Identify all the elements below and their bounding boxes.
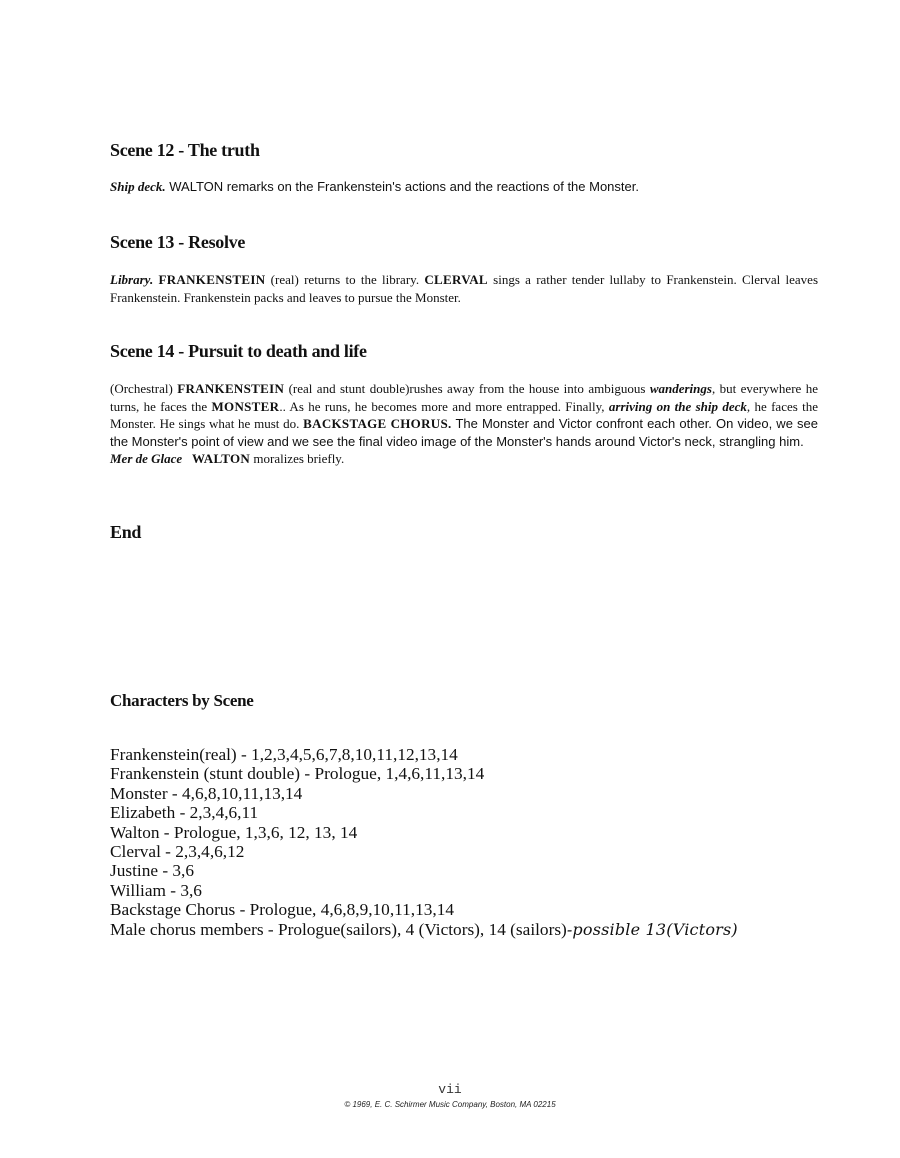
scene-12-text: WALTON remarks on the Frankenstein's actions and the reactions of the Monster.: [165, 179, 639, 194]
character-line-clerval: Clerval - 2,3,4,6,12: [110, 842, 245, 862]
end-label: End: [110, 522, 142, 542]
scene-13-text-1: (real) returns to the library.: [265, 272, 425, 287]
scene-14-name-walton: WALTON: [191, 451, 251, 466]
scene-14-name-monster: MONSTER: [211, 398, 280, 414]
scene-14-name-frankenstein: FRANKENSTEIN: [177, 381, 285, 396]
character-line-frankenstein-stunt: Frankenstein (stunt double) - Prologue, 1,4,6,11,13,14: [110, 764, 485, 784]
handwritten-annotation: -possible 13(Victors): [566, 919, 738, 939]
scene-13-name-frankenstein: FRANKENSTEIN: [158, 272, 266, 287]
character-line-frankenstein-real: Frankenstein(real) - 1,2,3,4,5,6,7,8,10,11,12,13,14: [110, 745, 458, 764]
scene-14-text-3: .. As he runs, he becomes more and more entrapped. Finally,: [279, 398, 609, 414]
scene-14-text-1: (real and stunt double)rushes away from the house into ambiguous: [284, 381, 650, 396]
scene-14-description: [110, 380, 818, 468]
scene-14-text-2: , but everywhere he turns, he faces the: [110, 381, 818, 414]
scene-12-description: [110, 178, 818, 196]
scene-13-text-2: sings a rather tender lullaby to Frankenstein. Clerval leaves Frankenstein. Frankenstein packs and leaves to pursue the Monster.: [110, 272, 819, 305]
scene-14-emphasis-ship-deck: arriving on the ship deck: [608, 398, 747, 414]
characters-list: [110, 745, 738, 939]
character-line-william: William - 3,6: [110, 880, 202, 900]
copyright-notice: © 1969, E. C. Schirmer Music Company, Boston, MA 02215: [344, 1100, 556, 1109]
scene-13-place: Library.: [110, 272, 154, 287]
character-line-backstage-chorus: Backstage Chorus - Prologue, 4,6,8,9,10,11,13,14: [110, 900, 454, 920]
scene-13-name-clerval: CLERVAL: [424, 272, 488, 287]
scene-12-place: Ship deck.: [110, 179, 166, 194]
page-number: vii: [438, 1082, 462, 1097]
scene-14-lead: (Orchestral): [110, 381, 178, 396]
scene-14-emphasis-wanderings: wanderings: [649, 381, 712, 396]
scene-14-text-6: moralizes briefly.: [250, 451, 345, 466]
characters-heading: Characters by Scene: [110, 691, 254, 710]
character-line-justine: Justine - 3,6: [110, 861, 195, 881]
scene-14-name-backstage-chorus: BACKSTAGE CHORUS.: [303, 416, 452, 431]
scene-13-heading: Scene 13 - Resolve: [110, 232, 246, 252]
character-line-male-chorus: [110, 920, 738, 939]
scene-14-text-5: The Monster and Victor confront each other. On video, we see the Monster's point of view and we see the final video image of the Monster's hands around Victor's neck, strangling him.: [110, 416, 819, 449]
character-line-elizabeth: Elizabeth - 2,3,4,6,11: [110, 803, 259, 823]
male-chorus-text: Male chorus members - Prologue(sailors), 4 (Victors), 14 (sailors): [110, 919, 567, 939]
scene-14-text-4: , he faces the Monster. He sings what he must do.: [110, 398, 819, 431]
scene-12-heading: Scene 12 - The truth: [110, 140, 260, 160]
scene-13-description: [110, 271, 818, 306]
scene-14-place-mer-de-glace: Mer de Glace: [110, 451, 183, 466]
character-line-walton: Walton - Prologue, 1,3,6, 12, 13, 14: [110, 822, 358, 842]
character-line-monster: Monster - 4,6,8,10,11,13,14: [110, 783, 303, 803]
scene-14-heading: Scene 14 - Pursuit to death and life: [110, 341, 367, 361]
